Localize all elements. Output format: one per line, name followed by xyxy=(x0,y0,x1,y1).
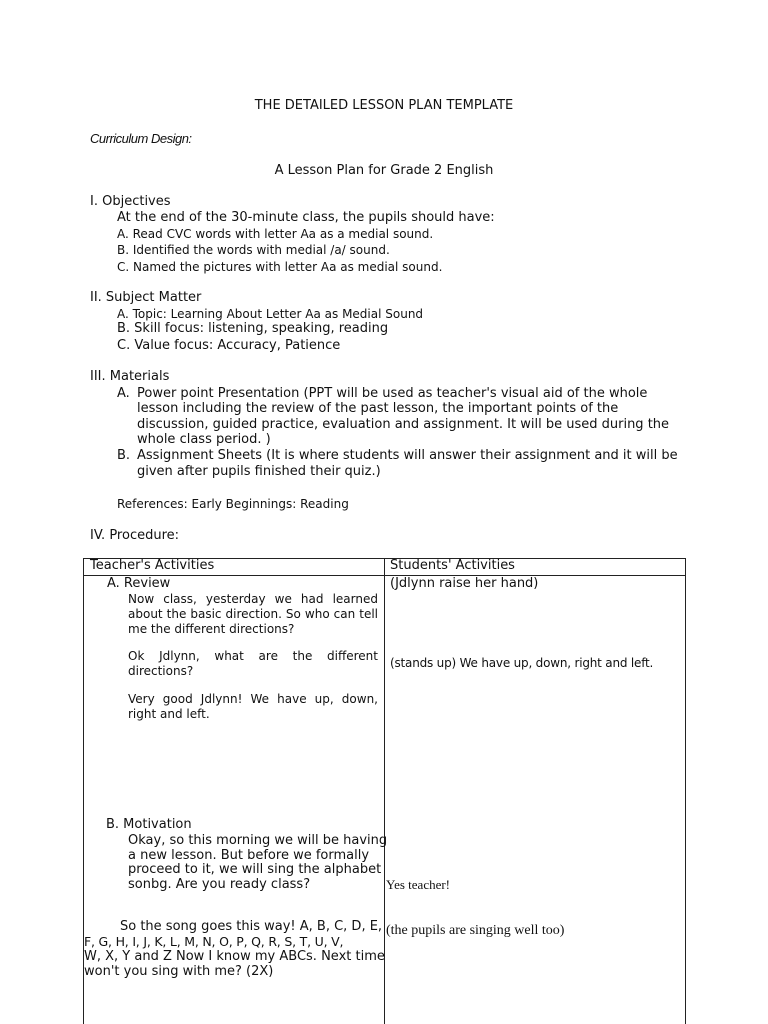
col-header-students: Students' Activities xyxy=(390,558,515,573)
review-teacher-text: Ok Jdlynn, what are the different directions? xyxy=(128,649,378,678)
document-title: THE DETAILED LESSON PLAN TEMPLATE xyxy=(254,98,514,113)
materials-item-b-line: Assignment Sheets (It is where students will answer their assignment and it will be xyxy=(137,448,678,463)
motivation-student-response: Yes teacher! xyxy=(386,877,451,892)
objective-item: B. Identified the words with medial /a/ sound. xyxy=(117,243,390,257)
motivation-teacher-line: proceed to it, we will sing the alphabet xyxy=(128,862,382,877)
curriculum-design-label: Curriculum Design: xyxy=(90,131,192,146)
song-line: W, X, Y and Z Now I know my ABCs. Next time xyxy=(84,949,385,964)
song-line: won't you sing with me? (2X) xyxy=(84,964,274,979)
subject-matter-item: B. Skill focus: listening, speaking, reading xyxy=(117,321,389,336)
motivation-teacher-line: Okay, so this morning we will be having xyxy=(128,833,388,848)
review-label: A. Review xyxy=(107,576,171,591)
review-student-response: (Jdlynn raise her hand) xyxy=(390,576,539,591)
col-header-teacher: Teacher's Activities xyxy=(90,558,215,573)
subject-matter-item: A. Topic: Learning About Letter Aa as Medial Sound xyxy=(117,307,424,321)
materials-item-a-line: lesson including the review of the past lesson, the important points of the xyxy=(137,401,619,416)
review-student-response: (stands up) We have up, down, right and left. xyxy=(390,656,654,670)
materials-item-a-line: whole class period. ) xyxy=(137,432,271,447)
lesson-subtitle: A Lesson Plan for Grade 2 English xyxy=(274,163,494,178)
objective-item: A. Read CVC words with letter Aa as a medial sound. xyxy=(117,227,434,241)
materials-item-a-line: Power point Presentation (PPT will be used as teacher's visual aid of the whole xyxy=(137,386,648,401)
materials-heading: III. Materials xyxy=(90,369,170,384)
objectives-heading: I. Objectives xyxy=(90,194,171,209)
motivation-teacher-line: sonbg. Are you ready class? xyxy=(128,877,311,892)
objectives-intro: At the end of the 30-minute class, the pupils should have: xyxy=(117,210,495,225)
materials-item-a-line: discussion, guided practice, evaluation and assignment. It will be used during the xyxy=(137,417,670,432)
motivation-label: B. Motivation xyxy=(106,817,192,832)
motivation-student-response: (the pupils are singing well too) xyxy=(386,923,565,938)
review-teacher-text: Very good Jdlynn! We have up, down, right and left. xyxy=(128,692,378,721)
subject-matter-item: C. Value focus: Accuracy, Patience xyxy=(117,338,341,353)
materials-item-a-label: A. xyxy=(117,386,130,401)
review-teacher-text: Now class, yesterday we had learned about the basic direction. So who can tell me the different directions? xyxy=(128,592,378,636)
motivation-teacher-line: a new lesson. But before we formally xyxy=(128,848,370,863)
song-line: So the song goes this way! A, B, C, D, E, xyxy=(120,919,383,934)
objective-item: C. Named the pictures with letter Aa as medial sound. xyxy=(117,260,443,274)
procedure-heading: IV. Procedure: xyxy=(90,528,180,543)
references: References: Early Beginnings: Reading xyxy=(117,497,349,511)
materials-item-b-label: B. xyxy=(117,448,131,463)
subject-matter-heading: II. Subject Matter xyxy=(90,290,202,305)
song-line: F, G, H, I, J, K, L, M, N, O, P, Q, R, S, T, U, V, xyxy=(84,934,344,949)
table-border-right xyxy=(685,558,686,1024)
materials-item-b-line: given after pupils finished their quiz.) xyxy=(137,464,381,479)
